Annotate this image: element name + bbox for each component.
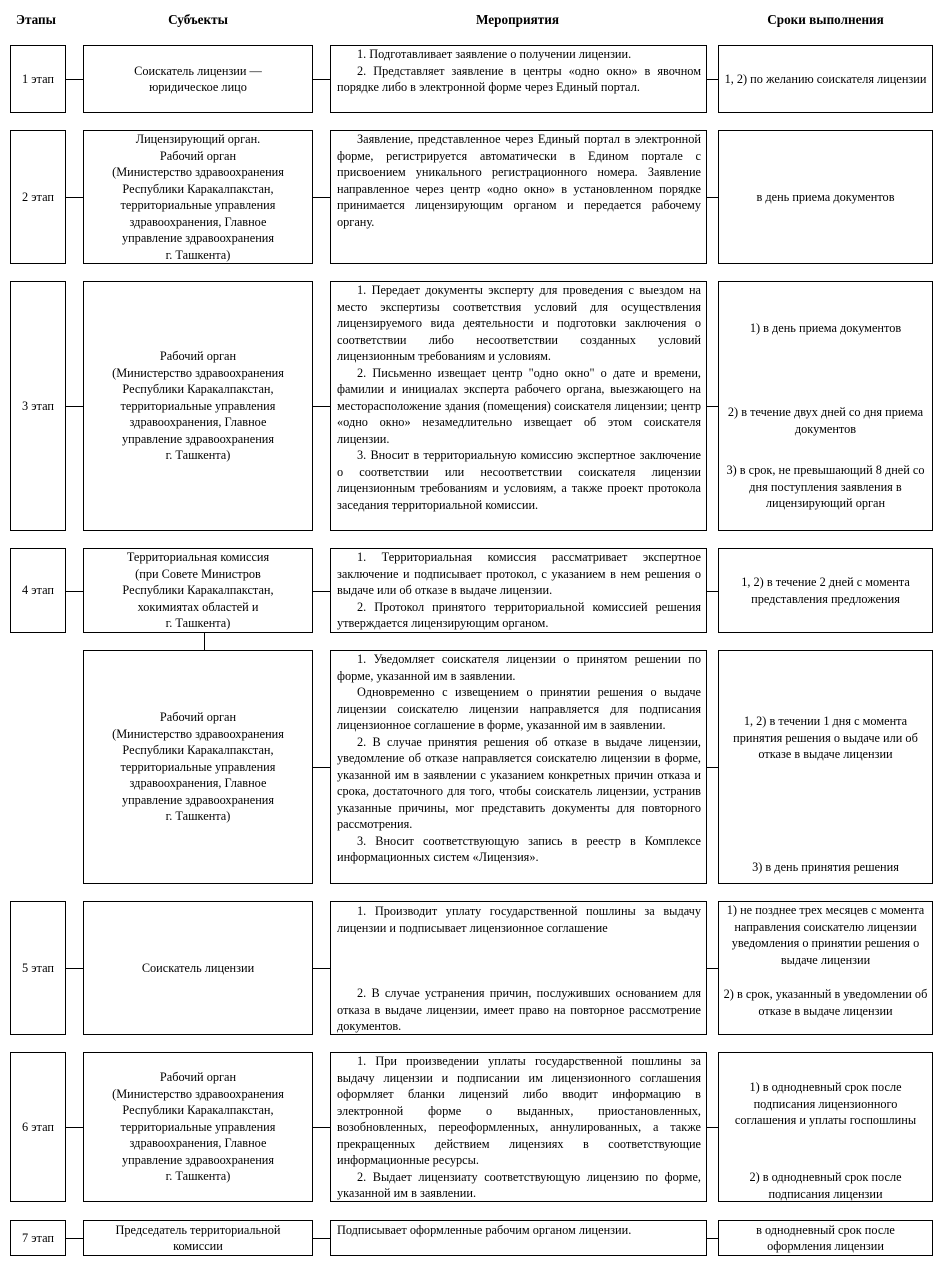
subject-line: Рабочий орган	[159, 1070, 237, 1085]
subject-line: здравоохранения, Главное	[129, 776, 267, 791]
subject-line: территориальные управления	[120, 759, 276, 774]
connector-line	[707, 1238, 718, 1239]
connector-line	[313, 591, 330, 592]
activities-cell	[330, 130, 707, 264]
activity-item: 1. Производит уплату государственной пошлины за выдачу лицензии и подписывает лицензионное соглашение	[337, 904, 701, 935]
connector-line	[313, 197, 330, 198]
deadline-item: 1) в день приема документов	[749, 321, 902, 335]
subject-cell	[83, 1220, 313, 1256]
subject-line: Лицензирующий орган.	[135, 132, 261, 146]
subject-line: комиссии	[173, 1239, 223, 1253]
activities-cell	[330, 1052, 707, 1202]
subject-line: управление здравоохранения	[121, 231, 275, 245]
subject-cell	[83, 650, 313, 884]
subject-text	[112, 1069, 284, 1185]
subject-line: (при Совете Министров	[135, 566, 261, 581]
deadline-cell	[718, 901, 933, 1035]
subject-line: здравоохранения, Главное	[129, 415, 267, 430]
connector-line	[707, 591, 718, 592]
subject-line: Республики Каракалпакстан,	[122, 743, 274, 758]
activity-item: 2. В случае принятия решения об отказе в выдаче лицензии, уведомление об отказе направляется соискателю лицензии в форме, указанной им в заявлении с указанием конкретных причин отказа и срока, достаточного для того, чтобы соискатель лицензии, устранив указанные причины, мог представить документы для повторного рассмотрения.	[337, 734, 701, 831]
stage-label: 2 этап	[22, 189, 54, 204]
activity-item: Заявление, представленное через Единый портал в электронной форме, регистрируется автоматически в Едином портале с присвоением уникального регистрационного номера. Заявление направленное через центр «одно окно» в установленном порядке принимается лицензирующим органом и передается рабочему органу.	[337, 132, 701, 229]
connector-line	[66, 591, 83, 592]
subject-line: г. Ташкента)	[165, 247, 231, 262]
subject-line: (Министерство здравоохранения	[112, 726, 284, 741]
connector-line	[66, 197, 83, 198]
subject-text	[116, 1222, 281, 1255]
connector-line	[707, 406, 718, 407]
activities-cell	[330, 548, 707, 633]
connector-line	[66, 1238, 83, 1239]
deadline-cell	[718, 548, 933, 633]
deadline-item: 3) в день принятия решения	[752, 860, 899, 874]
subject-line: Республики Каракалпакстан,	[122, 1103, 274, 1118]
subject-line: (Министерство здравоохранения	[112, 1086, 284, 1101]
subject-line: Территориальная комиссия	[126, 550, 270, 565]
subject-line: (Министерство здравоохранения	[112, 165, 284, 179]
deadline-item: 2) в однодневный срок после подписания лицензии	[749, 1170, 902, 1201]
subject-text	[134, 63, 262, 96]
connector-line	[707, 197, 718, 198]
connector-line	[66, 1127, 83, 1128]
connector-line	[66, 406, 83, 407]
activities-cell	[330, 650, 707, 884]
connector-line	[66, 968, 83, 969]
activity-item: 1. Территориальная комиссия рассматривает экспертное заключение и подписывает протокол, с указанием в нем решения о выдаче или об отказе в выдаче лицензии.	[337, 550, 701, 597]
stage-label: 3 этап	[22, 398, 54, 413]
stage-cell	[10, 1220, 66, 1256]
stage-label: 4 этап	[22, 583, 54, 598]
subject-cell	[83, 901, 313, 1035]
header-subjects: Субъекты	[168, 12, 228, 27]
activity-item: 3. Вносит соответствующую запись в реестр в Комплексе информационных систем «Лицензия».	[337, 833, 701, 864]
stage-cell	[10, 130, 66, 264]
deadline-item: в день приема документов	[756, 189, 895, 204]
connector-line	[66, 79, 83, 80]
subject-cell	[83, 45, 313, 113]
subject-line: Рабочий орган	[159, 710, 237, 725]
connector-vertical-line	[204, 633, 205, 650]
subject-line: здравоохранения, Главное	[129, 214, 267, 229]
subject-line: юридическое лицо	[149, 80, 247, 94]
subject-line: управление здравоохранения	[121, 792, 275, 807]
activity-item: 2. Представляет заявление в центры «одно окно» в явочном порядке либо в электронной форме через Единый портал.	[337, 63, 701, 94]
deadline-item: 1) в однодневный срок после подписания лицензионного соглашения и уплаты госпошлины	[734, 1080, 917, 1127]
activities-cell	[330, 281, 707, 531]
activities-cell	[330, 1220, 707, 1256]
deadline-item: 2) в течение двух дней со дня приема документов	[727, 405, 924, 436]
subject-line: территориальные управления	[120, 398, 276, 413]
header-activities: Мероприятия	[476, 12, 559, 27]
deadline-item: 3) в срок, не превышающий 8 дней со дня поступления заявления в лицензирующий орган	[726, 463, 925, 510]
subject-line: г. Ташкента)	[165, 448, 231, 463]
subject-line: г. Ташкента)	[165, 616, 231, 631]
activity-item: 2. Выдает лицензиату соответствующую лицензию по форме, указанной им в заявлении.	[337, 1169, 701, 1200]
stage-label: 6 этап	[22, 1119, 54, 1134]
connector-line	[313, 1238, 330, 1239]
connector-line	[313, 79, 330, 80]
deadline-cell	[718, 1052, 933, 1202]
activity-item: 1. При произведении уплаты государственной пошлины за выдачу лицензии и подписании им лицензионного соглашения оформляет бланки лицензий либо вводит информацию в электронной форме о выданных, приостановленных, возобновленных, переоформленных, аннулированных, а также прекращенных действием лицензиях в соответствующие информационные ресурсы.	[337, 1054, 701, 1167]
subject-line: территориальные управления	[120, 198, 276, 212]
subject-line: Соискатель лицензии	[141, 960, 255, 975]
activities-cell	[330, 901, 707, 1035]
deadline-cell	[718, 281, 933, 531]
subject-cell	[83, 281, 313, 531]
connector-line	[313, 1127, 330, 1128]
activity-item: 2. В случае устранения причин, послуживших основанием для отказа в выдаче лицензии, имеет право на повторное рассмотрение документов.	[337, 986, 701, 1033]
subject-text	[122, 549, 273, 632]
subject-line: г. Ташкента)	[165, 809, 231, 824]
activity-item: 2. Письменно извещает центр "одно окно" о дате и времени, фамилии и инициалах эксперта рабочего органа, выезжающего на месторасположение здания (помещения) соискателя лицензии; центр «одно окно» незамедлительно извещает об этом соискателя лицензии.	[337, 365, 701, 446]
connector-line	[313, 406, 330, 407]
activity-item: 1. Подготавливает заявление о получении лицензии.	[357, 47, 632, 61]
deadline-item: 1, 2) по желанию соискателя лицензии	[724, 71, 927, 86]
subject-line: хокимиятах областей и	[137, 599, 259, 614]
activity-item: Одновременно с извещением о принятии решения о выдаче лицензии соискателю лицензии направляется для подписания лицензионное соглашение в форме, указанной им в заявлении.	[337, 685, 701, 732]
subject-line: Соискатель лицензии —	[134, 63, 262, 78]
activity-item: 3. Вносит в территориальную комиссию экспертное заключение о соответствии или несоответствии соискателя лицензии лицензионным требованиям и условиям, а также проект протокола заседания территориальной комиссии.	[337, 448, 701, 512]
header-stages: Этапы	[16, 12, 56, 27]
subject-line: управление здравоохранения	[121, 431, 275, 446]
subject-cell	[83, 1052, 313, 1202]
subject-text	[112, 709, 284, 825]
subject-line: Республики Каракалпакстан,	[122, 181, 274, 196]
subject-text	[112, 131, 284, 263]
deadline-cell	[718, 45, 933, 113]
subject-line: управление здравоохранения	[121, 1152, 275, 1167]
deadline-item: 1) не позднее трех месяцев с момента направления соискателю лицензии уведомления о принятии решения о выдаче лицензии	[726, 903, 925, 967]
stage-label: 5 этап	[22, 960, 54, 975]
stage-cell	[10, 281, 66, 531]
deadline-cell	[718, 650, 933, 884]
deadline-item: в однодневный срок после оформления лицензии	[756, 1222, 895, 1253]
activity-item: Подписывает оформленные рабочим органом лицензии.	[337, 1223, 632, 1237]
deadline-cell	[718, 1220, 933, 1256]
subject-text	[112, 348, 284, 464]
activities-cell	[330, 45, 707, 113]
subject-line: Рабочий орган	[159, 148, 237, 163]
subject-line: Рабочий орган	[159, 349, 237, 364]
subject-line: Республики Каракалпакстан,	[122, 382, 274, 397]
stage-cell	[10, 1052, 66, 1202]
connector-line	[707, 968, 718, 969]
connector-line	[313, 968, 330, 969]
connector-line	[707, 79, 718, 80]
subject-text	[142, 960, 254, 977]
subject-line: здравоохранения, Главное	[129, 1136, 267, 1151]
subject-cell	[83, 130, 313, 264]
stage-label: 1 этап	[22, 71, 54, 86]
connector-line	[707, 767, 718, 768]
connector-line	[313, 767, 330, 768]
deadline-item: 1, 2) в течении 1 дня с момента принятия решения о выдаче или об отказе в выдаче лицензии	[733, 714, 918, 761]
deadline-item: 2) в срок, указанный в уведомлении об отказе в выдаче лицензии	[723, 987, 928, 1018]
deadline-item: 1, 2) в течение 2 дней с момента представления предложения	[741, 575, 910, 606]
subject-line: территориальные управления	[120, 1119, 276, 1134]
activity-item: 1. Уведомляет соискателя лицензии о принятом решении по форме, указанной им в заявлении.	[337, 652, 701, 683]
stage-label: 7 этап	[22, 1230, 54, 1245]
connector-line	[707, 1127, 718, 1128]
subject-line: (Министерство здравоохранения	[112, 365, 284, 380]
subject-cell	[83, 548, 313, 633]
subject-line: Республики Каракалпакстан,	[122, 583, 274, 598]
header-deadlines: Сроки выполнения	[767, 12, 884, 27]
deadline-cell	[718, 130, 933, 264]
activity-item: 1. Передает документы эксперту для проведения с выездом на место экспертизы соответствия условий для осуществления лицензируемого вида деятельности и подготовки заключения о соответствии либо несоответствии созданных условий лицензионным требованиям и условиям.	[337, 283, 701, 363]
subject-line: Председатель территориальной	[115, 1222, 281, 1237]
stage-cell	[10, 548, 66, 633]
stage-cell	[10, 45, 66, 113]
activity-item: 2. Протокол принятого территориальной комиссией решения утверждается лицензирующим органом.	[337, 599, 701, 630]
subject-line: г. Ташкента)	[165, 1169, 231, 1184]
stage-cell	[10, 901, 66, 1035]
